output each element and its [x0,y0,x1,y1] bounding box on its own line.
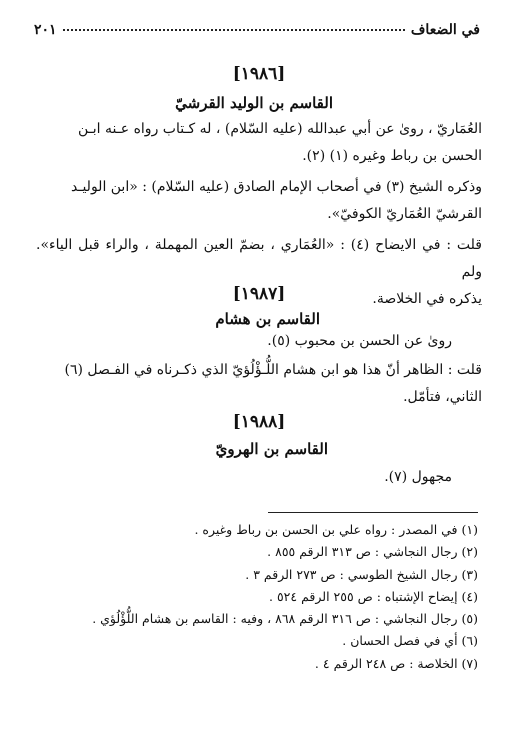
footnote: (٣) رجال الشيخ الطوسي : ص ٢٧٣ الرقم ٣ . [245,566,478,582]
text-line: مجهول (٧). [384,469,452,485]
header-title: في الضعاف [410,22,480,38]
entry-number-1986: [١٩٨٦] [232,64,286,84]
footnote: (١) في المصدر : رواه علي بن الحسن بن رباط وغيره . [194,522,478,537]
entry-title-1986: القاسم بن الوليد القرشيّ [175,94,333,112]
footnote: (٤) إيضاح الإشتباه : ص ٢٥٥ الرقم ٥٢٤ . [268,588,478,604]
entry-number-1988: [١٩٨٨] [232,412,286,432]
text-line: القرشيّ العُمَاريّ الكوفيّ». [327,206,482,222]
entry-body-1987 [36,328,482,411]
footnote: (٦) أي في فصل الحسان . [342,633,478,649]
text-line: الحسن بن رباط وغيره (١) (٢). [302,148,482,164]
entry-number-1987: [١٩٨٧] [232,284,286,304]
footnote: (٢) رجال النجاشي : ص ٣١٣ الرقم ٨٥٥ . [267,544,478,560]
text-line: وذكره الشيخ (٣) في أصحاب الإمام الصادق (عليه السّلام) : «ابن الوليـد [71,179,482,195]
text-line: روىٰ عن الحسن بن محبوب (٥). [267,333,452,349]
text-line: الثاني، فتأمّل. [403,389,482,405]
entry-title-1988: القاسم بن الهرويّ [215,440,328,458]
entry-title-1987: القاسم بن هشام [215,310,320,328]
text-line: قلت : الظاهر أنّ هذا هو ابن هشام اللُّـؤْلُؤيّ الذي ذكـرناه في الفـصل (٦) [64,362,482,378]
text-line: يذكره في الخلاصة. [372,291,482,307]
header-leader-dots [63,29,405,31]
text-line: العُمَاريّ ، روىٰ عن أبي عبدالله (عليه السّلام) ، له كـتاب رواه عـنه ابـن [77,121,482,137]
page-number: ٢٠١ [34,22,57,38]
running-header [34,22,480,38]
footnote: (٥) رجال النجاشي : ص ٣١٦ الرقم ٨٦٨ ، وفيه : القاسم بن هشام اللُّؤْلُؤي . [92,611,478,627]
footnote-divider [268,512,478,513]
footnotes [40,519,478,675]
entry-body-1988 [36,464,482,491]
footnote: (٧) الخلاصة : ص ٢٤٨ الرقم ٤ . [314,655,478,671]
text-line: قلت : في الايضاح (٤) : «العُمَاري ، بضمّ العين المهملة ، والراء قبل الياء». ولم [36,237,482,280]
